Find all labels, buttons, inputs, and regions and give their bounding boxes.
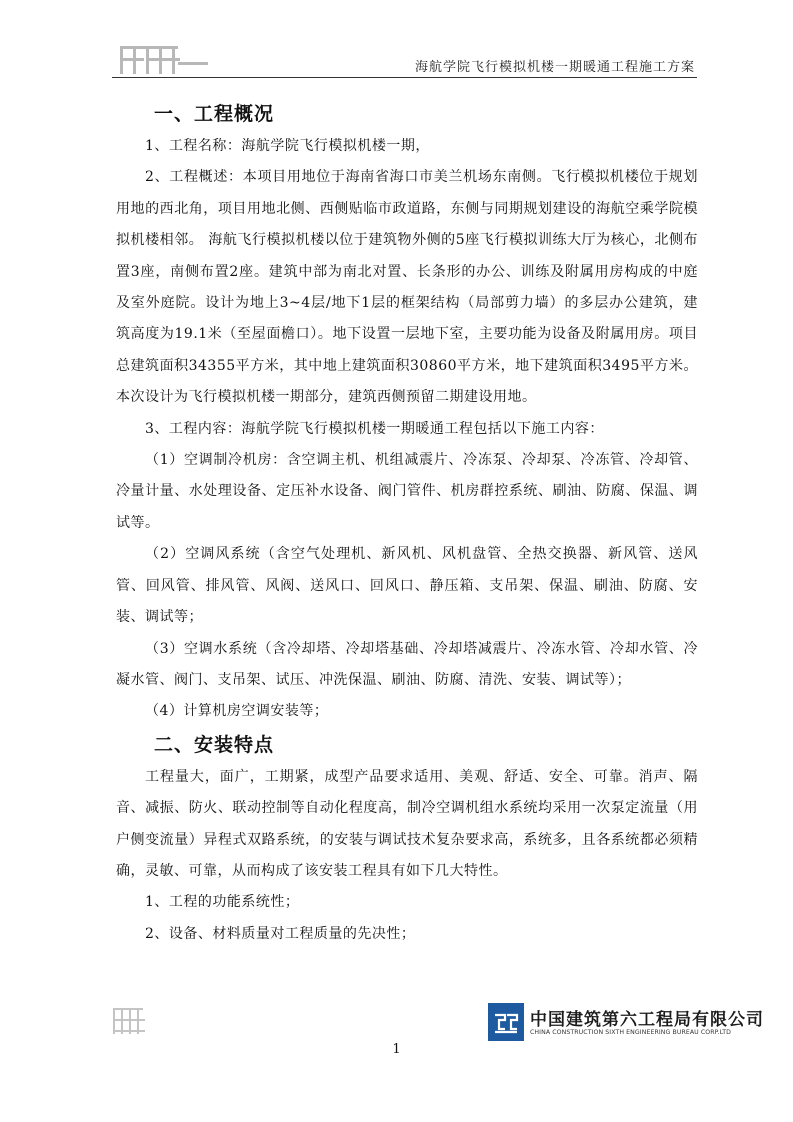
paragraph: 2、设备、材料质量对工程质量的先决性； bbox=[145, 925, 416, 942]
paragraph: 2、工程概述：本项目用地位于海南省海口市美兰机场东南侧。飞行模拟机楼位于规划用地的西北角，项目用地北侧、西侧贴临市政道路，东侧与同期规划建设的海航空乘学院模拟机楼相邻。 海航飞行模拟机楼以位于建筑物外侧的5座飞行模拟训练大厅为核心，北侧布置3座，南侧布置2座。建筑中部为南北对置、长条形的办公、训练及附属用房构成的中庭及室外庭院。设计为地上3~4层/地下1层的框架结构（局部剪力墙）的多层办公建筑，建筑高度为19.1米（至屋面檐口）。地下设置一层地下室，主要功能为设备及附属用房。项目总建筑面积34355平方米，其中地上建筑面积30860平方米，地下建筑面积3495平方米。本次设计为飞行模拟机楼一期部分，建筑西侧预留二期建设用地。 bbox=[116, 169, 698, 406]
company-name-english: CHINA CONSTRUCTION SIXTH ENGINEERING BUREAU CORP.LTD bbox=[530, 1029, 732, 1036]
cscec-logo-icon bbox=[488, 1003, 524, 1041]
paragraph: 3、工程内容：海航学院飞行模拟机楼一期暖通工程包括以下施工内容： bbox=[145, 420, 604, 437]
header-title: 海航学院飞行模拟机楼一期暖通工程施工方案 bbox=[414, 60, 695, 75]
paragraph: 1、工程的功能系统性； bbox=[145, 894, 300, 911]
paragraph: （2）空调风系统（含空气处理机、新风机、风机盘管、全热交换器、新风管、送风管、回风管、排风管、风阀、送风口、回风口、静压箱、支吊架、保温、刷油、防腐、安装、调试等； bbox=[116, 546, 698, 626]
header-logo-icon bbox=[112, 40, 212, 76]
paragraph: （4）计算机房空调安装等； bbox=[145, 703, 329, 720]
footer-logo-icon bbox=[112, 1006, 146, 1036]
section-heading: 二、安装特点 bbox=[154, 733, 275, 756]
company-brand bbox=[488, 1003, 764, 1043]
header-divider bbox=[112, 77, 697, 78]
section-heading: 一、工程概况 bbox=[154, 103, 275, 125]
paragraph: 1、工程名称：海航学院飞行模拟机楼一期， bbox=[145, 138, 430, 154]
paragraph: 工程量大，面广，工期紧，成型产品要求适用、美观、舒适、安全、可靠。消声、隔音、减振、防火、联动控制等自动化程度高，制冷空调机组水系统均采用一次泵定流量（用户侧变流量）异程式双路系统，的安装与调试技术复杂要求高，系统多，且各系统都必须精确，灵敏、可靠，从而构成了该安装工程具有如下几大特性。 bbox=[116, 768, 698, 879]
document-body bbox=[116, 97, 698, 950]
paragraph: （3）空调水系统（含冷却塔、冷却塔基础、冷却塔减震片、冷冻水管、冷却水管、冷凝水管、阀门、支吊架、试压、冲洗保温、刷油、防腐、清洗、安装、调试等）； bbox=[116, 640, 698, 688]
company-name: 中国建筑第六工程局有限公司 bbox=[530, 1010, 764, 1030]
page-number: 1 bbox=[392, 1042, 401, 1057]
paragraph: （1）空调制冷机房：含空调主机、机组减震片、冷冻泵、冷却泵、冷冻管、冷却管、冷量计量、水处理设备、定压补水设备、阀门管件、机房群控系统、刷油、防腐、保温、调试等。 bbox=[116, 452, 698, 531]
